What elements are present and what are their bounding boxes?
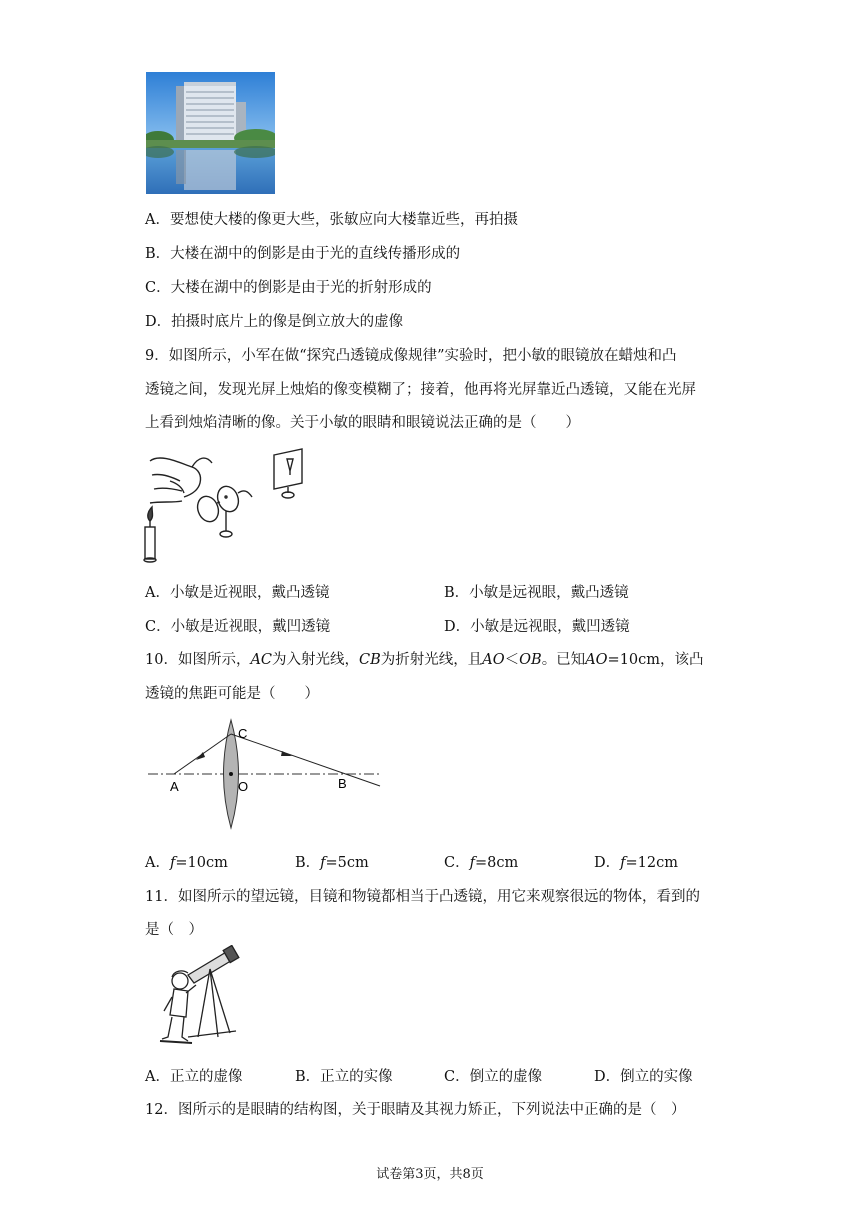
q10-option-b: B．f=5cm <box>295 855 369 871</box>
q9-stem-line2: 透镜之间，发现光屏上烛焰的像变模糊了；接着，他再将光屏靠近凸透镜，又能在光屏 <box>145 382 696 398</box>
page-footer: 试卷第3页，共8页 <box>376 1167 484 1182</box>
q11-option-c: C．倒立的虚像 <box>444 1069 543 1085</box>
q8-option-c: C．大楼在湖中的倒影是由于光的折射形成的 <box>145 280 432 296</box>
q11-option-b: B．正立的实像 <box>295 1069 393 1085</box>
point-c-label: C <box>238 726 248 741</box>
q8-option-d: D．拍摄时底片上的像是倒立放大的虚像 <box>145 314 404 330</box>
candle-lens-screen-figure <box>140 445 310 567</box>
q8-option-a: A．要想使大楼的像更大些，张敏应向大楼靠近些，再拍摄 <box>145 212 518 228</box>
convex-lens-ray-diagram <box>146 716 386 832</box>
q10-stem-line2: 透镜的焦距可能是（ ） <box>145 686 319 702</box>
building-lake-photo <box>146 72 275 194</box>
q9-option-a: A．小敏是近视眼，戴凸透镜 <box>145 585 330 601</box>
q9-option-b: B．小敏是远视眼，戴凸透镜 <box>444 585 629 601</box>
q8-option-b: B．大楼在湖中的倒影是由于光的直线传播形成的 <box>145 246 461 262</box>
point-b-label: B <box>338 776 347 791</box>
q9-option-d: D．小敏是远视眼，戴凹透镜 <box>444 619 630 635</box>
q11-option-a: A．正立的虚像 <box>145 1069 243 1085</box>
q11-option-d: D．倒立的实像 <box>594 1069 693 1085</box>
telescope-figure <box>158 945 240 1049</box>
point-o-label: O <box>238 779 249 794</box>
q9-stem-line3: 上看到烛焰清晰的像。关于小敏的眼睛和眼镜说法正确的是（ ） <box>145 415 580 431</box>
point-a-label: A <box>170 779 179 794</box>
q12-stem-line1: 12．图所示的是眼睛的结构图，关于眼睛及其视力矫正，下列说法中正确的是（ ） <box>145 1102 686 1118</box>
q11-stem-line2: 是（ ） <box>145 922 203 938</box>
q10-option-c: C．f=8cm <box>444 855 519 871</box>
q10-option-a: A．f=10cm <box>145 855 228 871</box>
q10-stem-line1: 10．如图所示，AC为入射光线，CB为折射光线，且AO＜OB。已知AO=10cm，该凸 <box>145 652 704 668</box>
q11-stem-line1: 11．如图所示的望远镜，目镜和物镜都相当于凸透镜，用它来观察很远的物体，看到的 <box>145 889 700 905</box>
q10-option-d: D．f=12cm <box>594 855 678 871</box>
q9-option-c: C．小敏是近视眼，戴凹透镜 <box>145 619 331 635</box>
q9-stem-line1: 9．如图所示，小军在做“探究凸透镜成像规律”实验时，把小敏的眼镜放在蜡烛和凸 <box>145 348 677 364</box>
